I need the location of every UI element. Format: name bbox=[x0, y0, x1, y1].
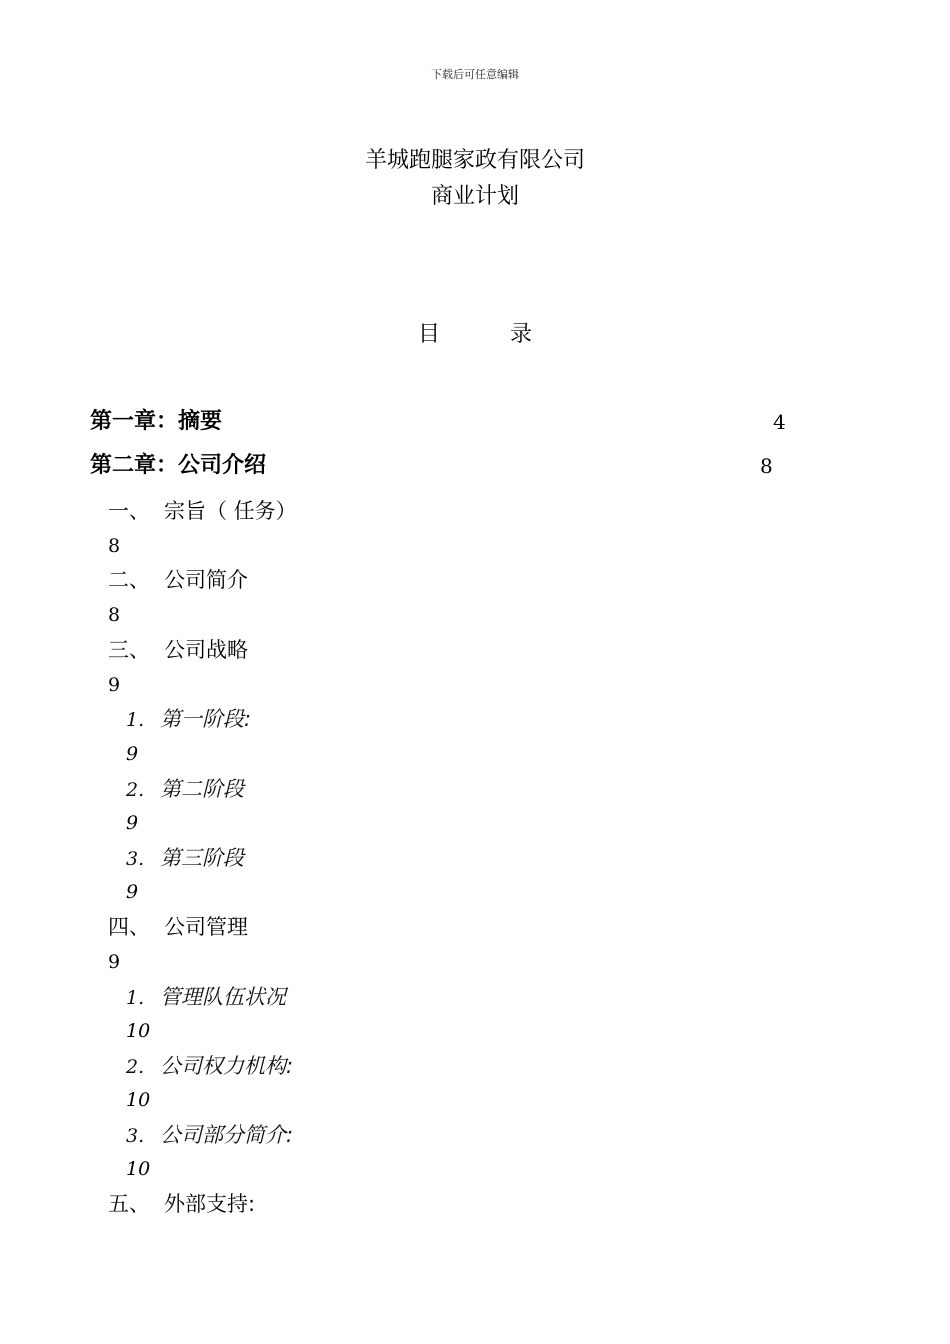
toc-section-4-label: 公司管理 bbox=[164, 915, 248, 939]
toc-subsection-3-3-page: 9 bbox=[126, 881, 139, 903]
toc-section-1-label: 宗旨（ 任务） bbox=[164, 499, 297, 523]
toc-subsection-3-1-page: 9 bbox=[126, 743, 139, 765]
toc-subsection-4-1-label: 管理队伍状况 bbox=[160, 985, 286, 1009]
toc-subsection-4-3-page: 10 bbox=[126, 1158, 151, 1180]
toc-chapter-1-page: 4 bbox=[773, 410, 786, 434]
toc-section-1-page: 8 bbox=[108, 535, 121, 557]
toc-chapter-2[interactable] bbox=[90, 452, 266, 480]
header-note: 下载后可任意编辑 bbox=[431, 68, 519, 81]
toc-section-5-number: 五、 bbox=[108, 1192, 150, 1216]
toc-section-5-label: 外部支持: bbox=[164, 1192, 256, 1216]
toc-subsection-4-1-page: 10 bbox=[126, 1020, 151, 1042]
toc-subsection-4-2-label: 公司权力机构: bbox=[160, 1054, 294, 1078]
toc-heading bbox=[0, 317, 950, 348]
toc-heading-left: 目 bbox=[417, 322, 440, 347]
toc-section-2-page: 8 bbox=[108, 604, 121, 626]
toc-section-1-number: 一、 bbox=[108, 499, 150, 523]
toc-subsection-4-2-number: 2. bbox=[126, 1056, 145, 1078]
toc-subsection-3-1-label: 第一阶段: bbox=[160, 707, 252, 731]
toc-subsection-3-3-label: 第三阶段 bbox=[160, 846, 244, 870]
toc-subsection-3-1[interactable] bbox=[126, 706, 251, 733]
toc-subsection-3-2[interactable] bbox=[126, 776, 244, 803]
company-name: 羊城跑腿家政有限公司 bbox=[364, 148, 585, 173]
toc-section-1[interactable] bbox=[108, 498, 297, 524]
toc-chapter-2-page: 8 bbox=[760, 454, 773, 478]
toc-subsection-4-1-number: 1. bbox=[126, 987, 145, 1009]
toc-section-3[interactable] bbox=[108, 637, 248, 663]
toc-section-3-label: 公司战略 bbox=[164, 638, 248, 662]
toc-subsection-4-3-number: 3. bbox=[126, 1125, 145, 1147]
toc-heading-right: 录 bbox=[510, 322, 533, 347]
toc-subsection-4-3-label: 公司部分简介: bbox=[160, 1123, 294, 1147]
toc-section-3-number: 三、 bbox=[108, 638, 150, 662]
toc-section-2-number: 二、 bbox=[108, 568, 150, 592]
toc-subsection-3-3-number: 3. bbox=[126, 848, 145, 870]
toc-section-4-page: 9 bbox=[108, 951, 121, 973]
toc-subsection-4-2-page: 10 bbox=[126, 1089, 151, 1111]
toc-subsection-3-2-number: 2. bbox=[126, 779, 145, 801]
toc-section-2-label: 公司简介 bbox=[164, 568, 248, 592]
toc-subsection-3-1-number: 1. bbox=[126, 709, 145, 731]
toc-subsection-3-2-page: 9 bbox=[126, 812, 139, 834]
toc-subsection-3-3[interactable] bbox=[126, 845, 244, 872]
toc-section-5[interactable] bbox=[108, 1191, 255, 1217]
toc-section-3-page: 9 bbox=[108, 674, 121, 696]
toc-subsection-4-1[interactable] bbox=[126, 984, 286, 1011]
toc-chapter-2-label: 第二章：公司介绍 bbox=[90, 453, 267, 478]
toc-subsection-4-2[interactable] bbox=[126, 1053, 293, 1080]
toc-section-4-number: 四、 bbox=[108, 915, 150, 939]
toc-subsection-4-3[interactable] bbox=[126, 1122, 293, 1149]
toc-subsection-3-2-label: 第二阶段 bbox=[160, 777, 244, 801]
document-subtitle: 商业计划 bbox=[430, 184, 519, 209]
toc-chapter-1[interactable] bbox=[90, 408, 222, 436]
toc-section-2[interactable] bbox=[108, 567, 248, 593]
toc-section-4[interactable] bbox=[108, 914, 248, 940]
toc-chapter-1-label: 第一章：摘要 bbox=[90, 409, 223, 434]
